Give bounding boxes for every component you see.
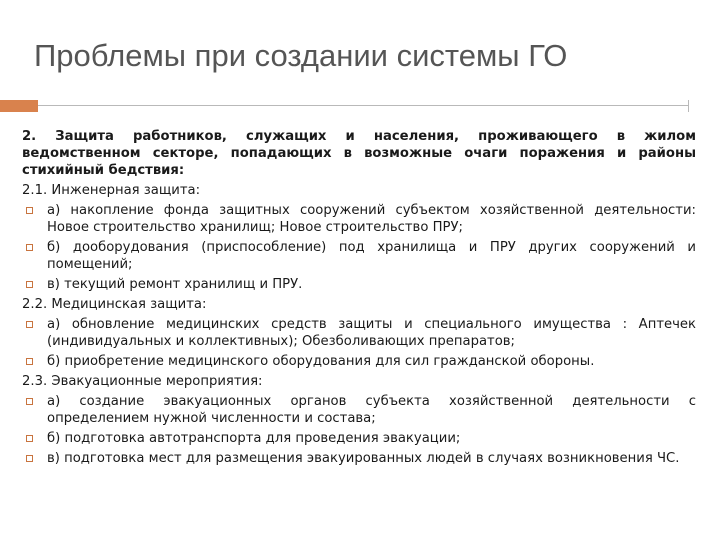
slide-body: [22, 128, 696, 470]
square-bullet-icon: [26, 281, 33, 288]
list-item: [22, 202, 696, 236]
list-item: [22, 353, 696, 370]
square-bullet-icon: [26, 244, 33, 251]
list-item-text: б) приобретение медицинского оборудования для сил гражданской обороны.: [47, 354, 595, 369]
square-bullet-icon: [26, 435, 33, 442]
list-item-text: а) обновление медицинских средств защиты и специального имущества : Аптечек (индивидуальных и коллективных); Обезболивающих препаратов;: [47, 317, 696, 349]
list-item-text: б) подготовка автотранспорта для проведения эвакуации;: [47, 431, 461, 446]
square-bullet-icon: [26, 398, 33, 405]
square-bullet-icon: [26, 358, 33, 365]
square-bullet-icon: [26, 207, 33, 214]
list-item: [22, 393, 696, 427]
list-item: [22, 239, 696, 273]
section-heading-medical: 2.2. Медицинская защита:: [22, 297, 207, 312]
title-divider: [38, 105, 688, 106]
list-item-text: б) дооборудования (приспособление) под хранилища и ПРУ других сооружений и помещений;: [47, 240, 696, 272]
list-item: [22, 276, 696, 293]
slide-title: Проблемы при создании системы ГО: [34, 38, 568, 73]
title-divider-end: [688, 100, 689, 112]
list-item-text: в) подготовка мест для размещения эвакуированных людей в случаях возникновения ЧС.: [47, 451, 680, 466]
list-item: [22, 430, 696, 447]
list-item-text: в) текущий ремонт хранилищ и ПРУ.: [47, 277, 303, 292]
section-heading-evacuation: 2.3. Эвакуационные мероприятия:: [22, 374, 263, 389]
list-item-text: а) создание эвакуационных органов субъекта хозяйственной деятельности с определением нужной численности и состава;: [47, 394, 696, 426]
list-item: [22, 450, 696, 467]
intro-paragraph: 2. Защита работников, служащих и населения, проживающего в жилом ведомственном секторе, попадающих в возможные очаги поражения и районы стихийный бедствия:: [22, 129, 696, 178]
square-bullet-icon: [26, 455, 33, 462]
accent-bar: [0, 100, 38, 112]
section-heading-engineering: 2.1. Инженерная защита:: [22, 183, 201, 198]
list-item: [22, 316, 696, 350]
square-bullet-icon: [26, 321, 33, 328]
list-item-text: а) накопление фонда защитных сооружений субъектом хозяйственной деятельности: Новое строительство хранилищ; Новое строительство ПРУ;: [47, 203, 696, 235]
